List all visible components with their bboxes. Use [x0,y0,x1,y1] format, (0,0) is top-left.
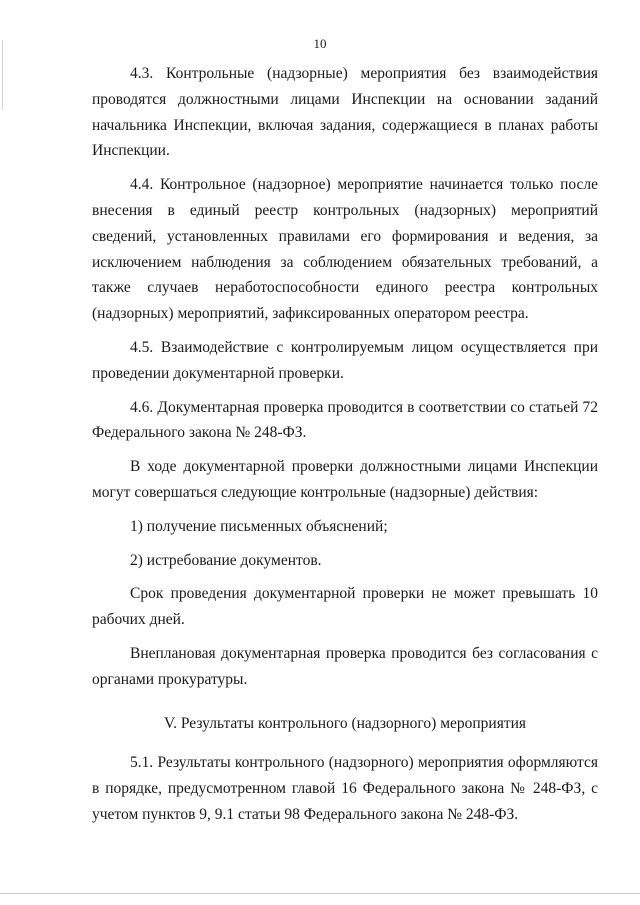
list-item-1: 1) получение письменных объяснений; [130,517,388,535]
document-body [92,61,598,828]
paragraph-5-1: 5.1. Результаты контрольного (надзорного) мероприятия оформляются в порядке, предусмотренном главой 16 Федерального закона № 248-ФЗ, с учетом пунктов 9, 9.1 статьи 98 Федерального закона № 248-ФЗ. [92,754,598,823]
paragraph-4-3: 4.3. Контрольные (надзорные) мероприятия без взаимодействия проводятся должностными лицами Инспекции на основании заданий начальника Инспекции, включая задания, содержащиеся в планах работы Инспекции. [92,65,598,160]
page-number: 10 [313,36,327,51]
list-item-2: 2) истребование документов. [130,551,322,569]
paragraph-check-duration: Срок проведения документарной проверки не может превышать 10 рабочих дней. [92,585,598,629]
paragraph-4-5: 4.5. Взаимодействие с контролируемым лицом осуществляется при проведении документарной проверки. [92,338,598,382]
paragraph-4-6: 4.6. Документарная проверка проводится в соответствии со статьей 72 Федерального закона № 248-ФЗ. [92,398,598,442]
section-heading-v: V. Результаты контрольного (надзорного) мероприятия [163,714,527,732]
paragraph-4-4: 4.4. Контрольное (надзорное) мероприятие начинается только после внесения в единый реестр контрольных (надзорных) мероприятий сведений, установленных правилами его формирования и ведения, за исключением наблюдения за соблюдением обязательных требований, а также случаев неработоспособности единого реестра контрольных (надзорных) мероприятий, зафиксированных оператором реестра. [92,176,598,323]
paragraph-unscheduled-check: Внеплановая документарная проверка проводится без согласования с органами прокуратуры. [92,644,598,688]
paragraph-documentary-check-actions: В ходе документарной проверки должностными лицами Инспекции могут совершаться следующие контрольные (надзорные) действия: [92,458,598,501]
scan-bottom-line [0,893,640,894]
